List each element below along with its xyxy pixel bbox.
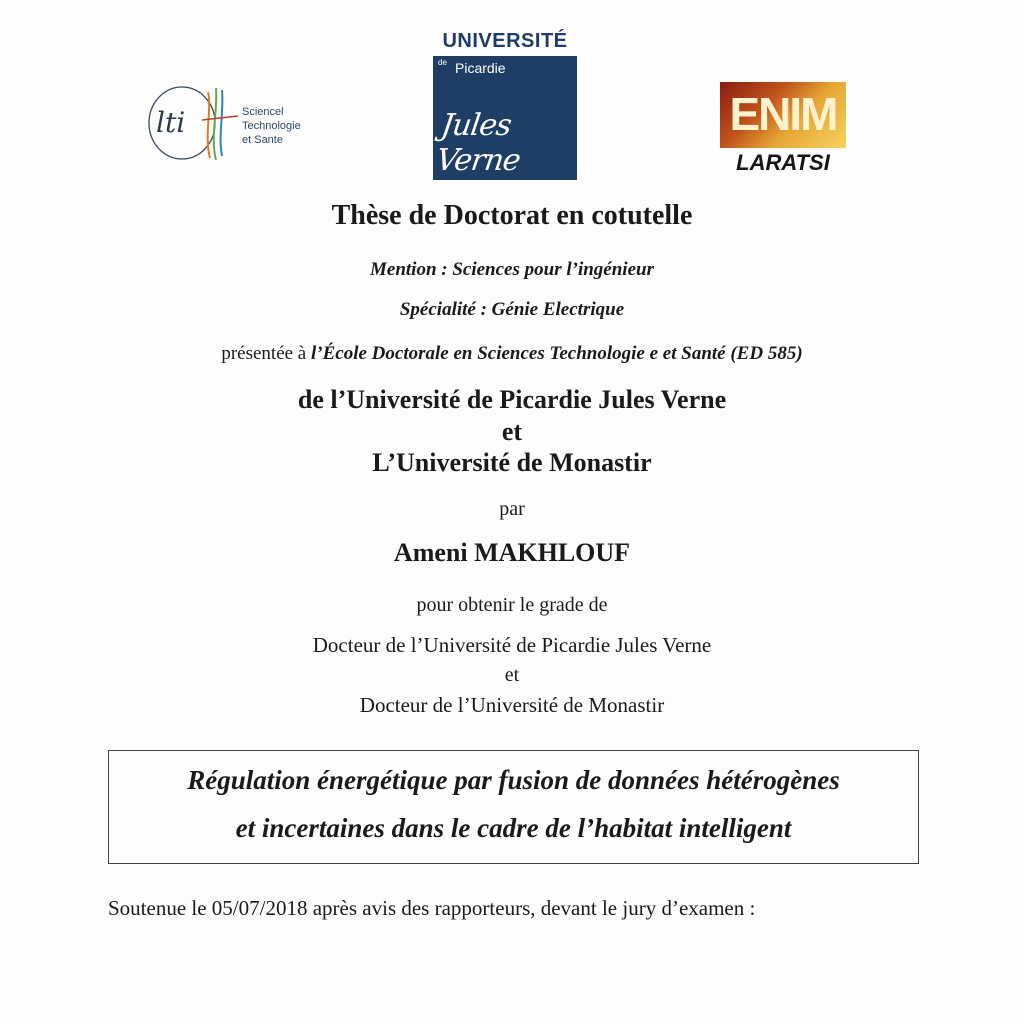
defense-statement: Soutenue le 05/07/2018 après avis des rapporteurs, devant le jury d’examen : xyxy=(108,896,756,920)
par-label: par xyxy=(499,498,525,520)
lti-emblem-icon xyxy=(146,80,246,165)
doctoral-school: l’École Doctorale en Sciences Technologie e et Santé (ED 585) xyxy=(311,343,803,364)
university-2: L’Université de Monastir xyxy=(372,448,652,477)
enim-logo-box xyxy=(720,82,846,148)
enim-logo-mark: ENIM xyxy=(729,88,837,140)
upjv-logo-box xyxy=(433,56,577,180)
thesis-title-box xyxy=(108,750,919,864)
thesis-title-line-1: Régulation énergétique par fusion de données hétérogènes xyxy=(187,765,840,795)
docteur-line-1: Docteur de l’Université de Picardie Jules Verne xyxy=(312,633,712,657)
lti-logo xyxy=(146,80,326,165)
lti-monogram: lti xyxy=(156,106,186,139)
presentee-line xyxy=(0,343,1024,365)
university-conjunction: et xyxy=(501,417,523,446)
university-1: de l’Université de Picardie Jules Verne xyxy=(297,385,727,414)
specialite-line: Spécialité : Génie Electrique xyxy=(399,299,625,320)
upjv-logo xyxy=(432,30,578,180)
author-name: Ameni MAKHLOUF xyxy=(393,538,631,567)
docteur-conjunction: et xyxy=(504,664,520,686)
presentee-prefix: présentée à xyxy=(221,343,311,364)
upjv-logo-signature: Jules Verne xyxy=(434,108,523,178)
document-title: Thèse de Doctorat en cotutelle xyxy=(331,200,693,231)
mention-line: Mention : Sciences pour l’ingénieur xyxy=(370,259,654,280)
lti-line-1: Sciencel xyxy=(242,106,284,118)
thesis-title-line-2: et incertaines dans le cadre de l’habitat intelligent xyxy=(235,813,792,843)
upjv-logo-picardie: Picardie xyxy=(455,60,506,76)
lti-line-2: Technologie xyxy=(242,120,301,132)
enim-logo xyxy=(720,82,846,176)
laratsi-label: LARATSI xyxy=(736,150,830,175)
upjv-logo-top: UNIVERSITÉ xyxy=(442,30,568,52)
obtenir-line: pour obtenir le grade de xyxy=(416,594,608,616)
docteur-line-2: Docteur de l’Université de Monastir xyxy=(359,693,665,717)
lti-line-3: et Sante xyxy=(242,134,283,146)
upjv-logo-de: de xyxy=(438,58,447,67)
